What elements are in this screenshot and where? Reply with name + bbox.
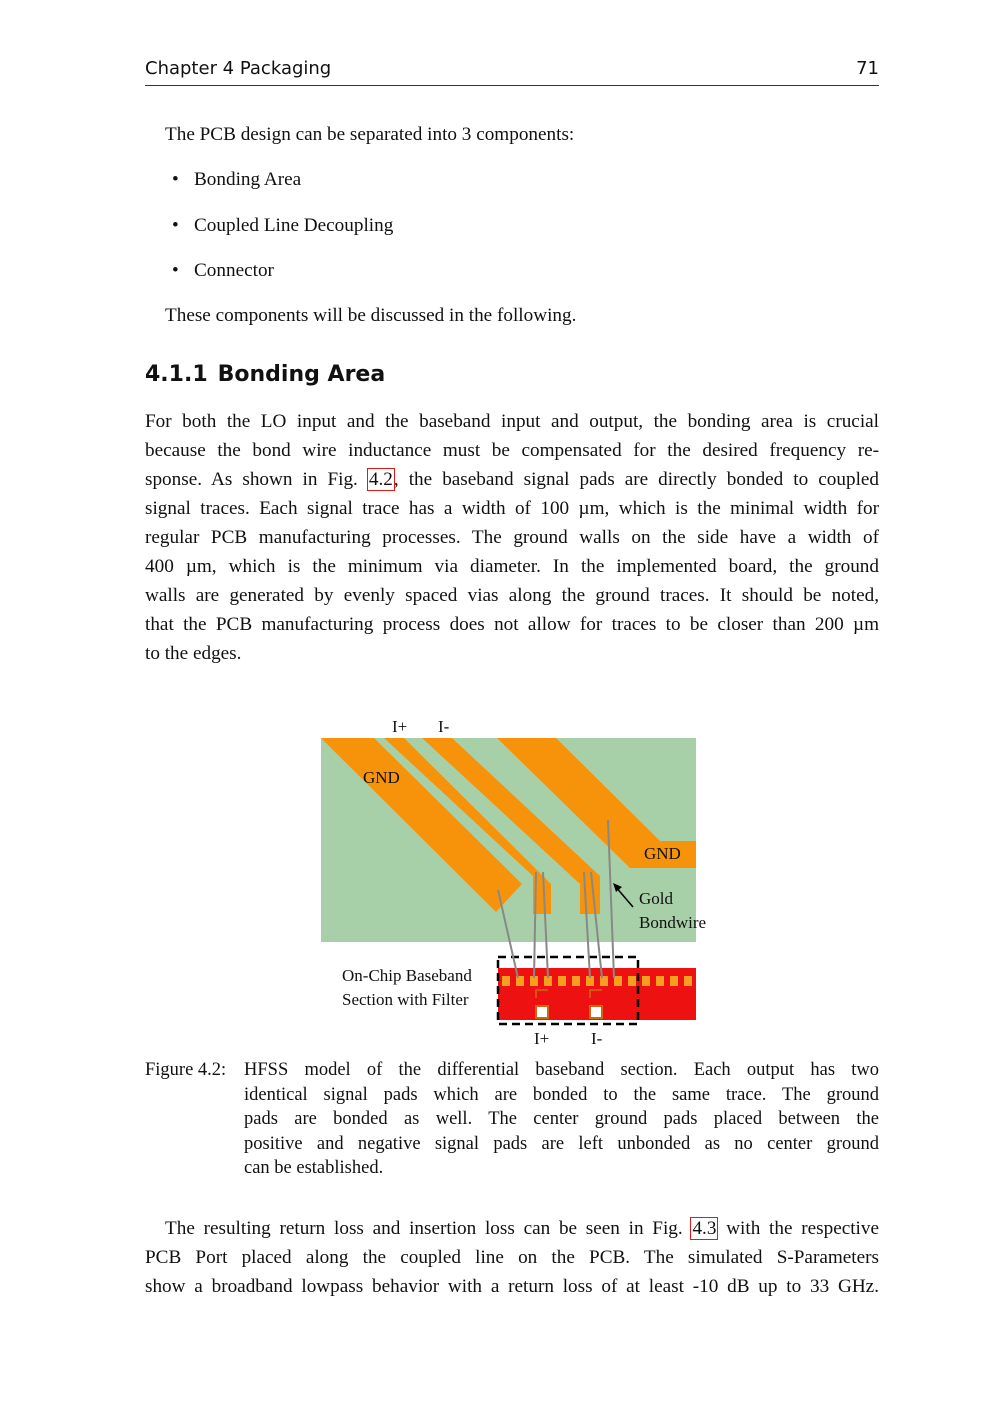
output-pad-ip [536,1006,548,1018]
list-item: • Connector [172,260,274,281]
caption-label: Figure 4.2: [145,1060,227,1080]
label-top-im: I- [438,717,450,736]
label-gnd-right: GND [644,844,681,863]
body-paragraph-2: The resulting return loss and insertion loss can be seen in Fig. 4.3 with the respective PCB Port placed along the coupled line on the PCB. The simulated S-Parameters show a broadband lowpass behavior with a return loss of at least -10 dB up to 33 GHz. [145,1218,880,1297]
body-paragraph: For both the LO input and the baseband input and output, the bonding area is crucial because the bond wire inductance must be compensated for the desired frequency re- sponse. As shown in Fig. 4.2, the baseband signal pads are directly bonded to coupled signal traces. Each signal trace has a width of 100 µm, which is the minimal width for regular PCB manufacturing processes. The ground walls on the side have a width of 400 µm, which is the minimum via diameter. In the implemented board, the ground walls are generated by evenly spaced vias along the ground traces. It should be noted, that the PCB manufacturing process does not allow for traces to be closer than 200 µm to the edges. [145,411,880,664]
label-bottom-im: I- [591,1029,603,1048]
figure-ref-link[interactable]: 4.3 [692,1218,717,1239]
after-list-text: These components will be discussed in the following. [165,305,577,326]
section-heading [145,362,385,387]
list-item: • Bonding Area [172,169,302,190]
list-item: • Coupled Line Decoupling [172,214,394,236]
label-gnd-left: GND [363,768,400,787]
section-title: Bonding Area [217,362,386,387]
chapter-title: Chapter 4 Packaging [145,58,332,79]
section-number: 4.1.1 [145,362,208,387]
label-bottom-ip: I+ [534,1029,550,1048]
figure-ref-link[interactable]: 4.2 [368,469,393,490]
page-number: 71 [856,58,879,79]
label-onchip-2: Section with Filter [342,990,469,1009]
label-onchip-1: On-Chip Baseband [342,966,472,985]
intro-text: The PCB design can be separated into 3 components: [165,124,575,145]
label-gold: Gold [639,889,673,908]
hfss-model-figure [300,706,730,1051]
label-top-ip: I+ [392,717,408,736]
label-bondwire: Bondwire [639,913,707,932]
output-pad-im [590,1006,602,1018]
caption-text: HFSS model of the differential baseband section. Each output has two identical signal pads which are bonded to the same trace. The ground pads are bonded as well. The center ground pads placed between the positive and negative signal pads are left unbonded as no center ground can be established. [244,1060,879,1178]
component-list [172,165,393,302]
running-header [145,57,879,86]
